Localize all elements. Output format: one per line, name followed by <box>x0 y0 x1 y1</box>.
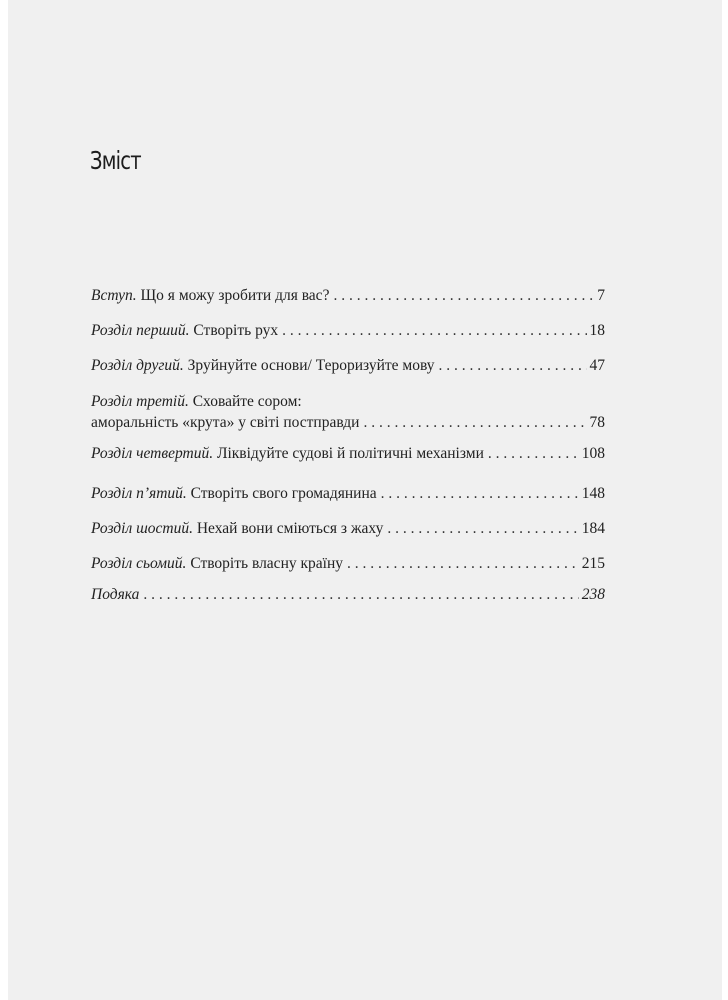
toc-entry-title: Створіть рух <box>193 322 279 339</box>
toc-entry-label <box>91 483 377 504</box>
toc-entry-chapter-3 <box>91 391 605 433</box>
toc-entry-title: Створіть свого громадянина <box>190 485 377 502</box>
toc-entry-part: Розділ шостий. <box>91 520 193 537</box>
toc-entry-label <box>91 553 343 574</box>
toc-entry-intro <box>91 285 605 306</box>
toc-entry-part: Розділ третій. <box>91 393 189 410</box>
toc-page-number: 47 <box>589 357 605 374</box>
toc-entry-chapter-5 <box>91 483 605 504</box>
toc-entry-label <box>91 391 302 412</box>
toc-entry-part: Розділ п’ятий. <box>91 485 187 502</box>
toc-entry-label <box>91 355 435 376</box>
toc-entry-title: Що я можу зробити для вас? <box>140 287 330 304</box>
dot-leader <box>381 483 579 504</box>
dot-leader <box>347 553 579 574</box>
page-title: Зміст <box>90 146 141 175</box>
toc-page-number: 184 <box>581 520 605 537</box>
dot-leader <box>488 443 579 464</box>
toc-entry-label <box>91 518 383 539</box>
toc-entry-title: Сховайте сором: <box>192 393 302 410</box>
toc-entry-chapter-4 <box>91 443 605 464</box>
book-page <box>8 0 722 1000</box>
toc-entry-part: Вступ. <box>91 287 137 304</box>
toc-page-number: 238 <box>581 586 605 603</box>
dot-leader <box>387 518 578 539</box>
toc-entry-part: Розділ сьомий. <box>91 555 187 572</box>
toc-entry-title: Зруйнуйте основи/ Тероризуйте мову <box>187 357 435 374</box>
toc-page-number: 215 <box>581 555 605 572</box>
toc-entry-chapter-2 <box>91 355 605 376</box>
toc-entry-acknowledgements <box>91 584 605 605</box>
toc-entry-chapter-7 <box>91 553 605 574</box>
dot-leader <box>439 355 587 376</box>
toc-entry-title: Створіть власну країну <box>190 555 343 572</box>
toc-page-number: 148 <box>581 485 605 502</box>
dot-leader <box>363 412 586 433</box>
toc-page-number: 78 <box>589 414 605 431</box>
toc-entry-chapter-1 <box>91 320 605 341</box>
toc-entry-part: Розділ другий. <box>91 357 184 374</box>
toc-entry-label <box>91 285 329 306</box>
toc-entry-chapter-6 <box>91 518 605 539</box>
toc-entry-label <box>91 320 278 341</box>
toc-entry-label <box>91 584 139 605</box>
dot-leader <box>282 320 586 341</box>
toc-page-number: 7 <box>597 287 605 304</box>
toc-entry-title-continued: аморальність «крута» у світі постправди <box>91 414 360 431</box>
dot-leader <box>333 285 594 306</box>
toc-entry-title: Ліквідуйте судові й політичні механізми <box>216 445 484 462</box>
toc-entry-part: Розділ перший. <box>91 322 190 339</box>
toc-page-number: 108 <box>581 445 605 462</box>
toc-entry-part: Подяка <box>91 586 140 603</box>
toc-entry-label <box>91 443 484 464</box>
toc-page-number: 18 <box>589 322 605 339</box>
toc-entry-part: Розділ четвертий. <box>91 445 214 462</box>
dot-leader <box>143 584 578 605</box>
toc-entry-title: Нехай вони сміються з жаху <box>196 520 384 537</box>
